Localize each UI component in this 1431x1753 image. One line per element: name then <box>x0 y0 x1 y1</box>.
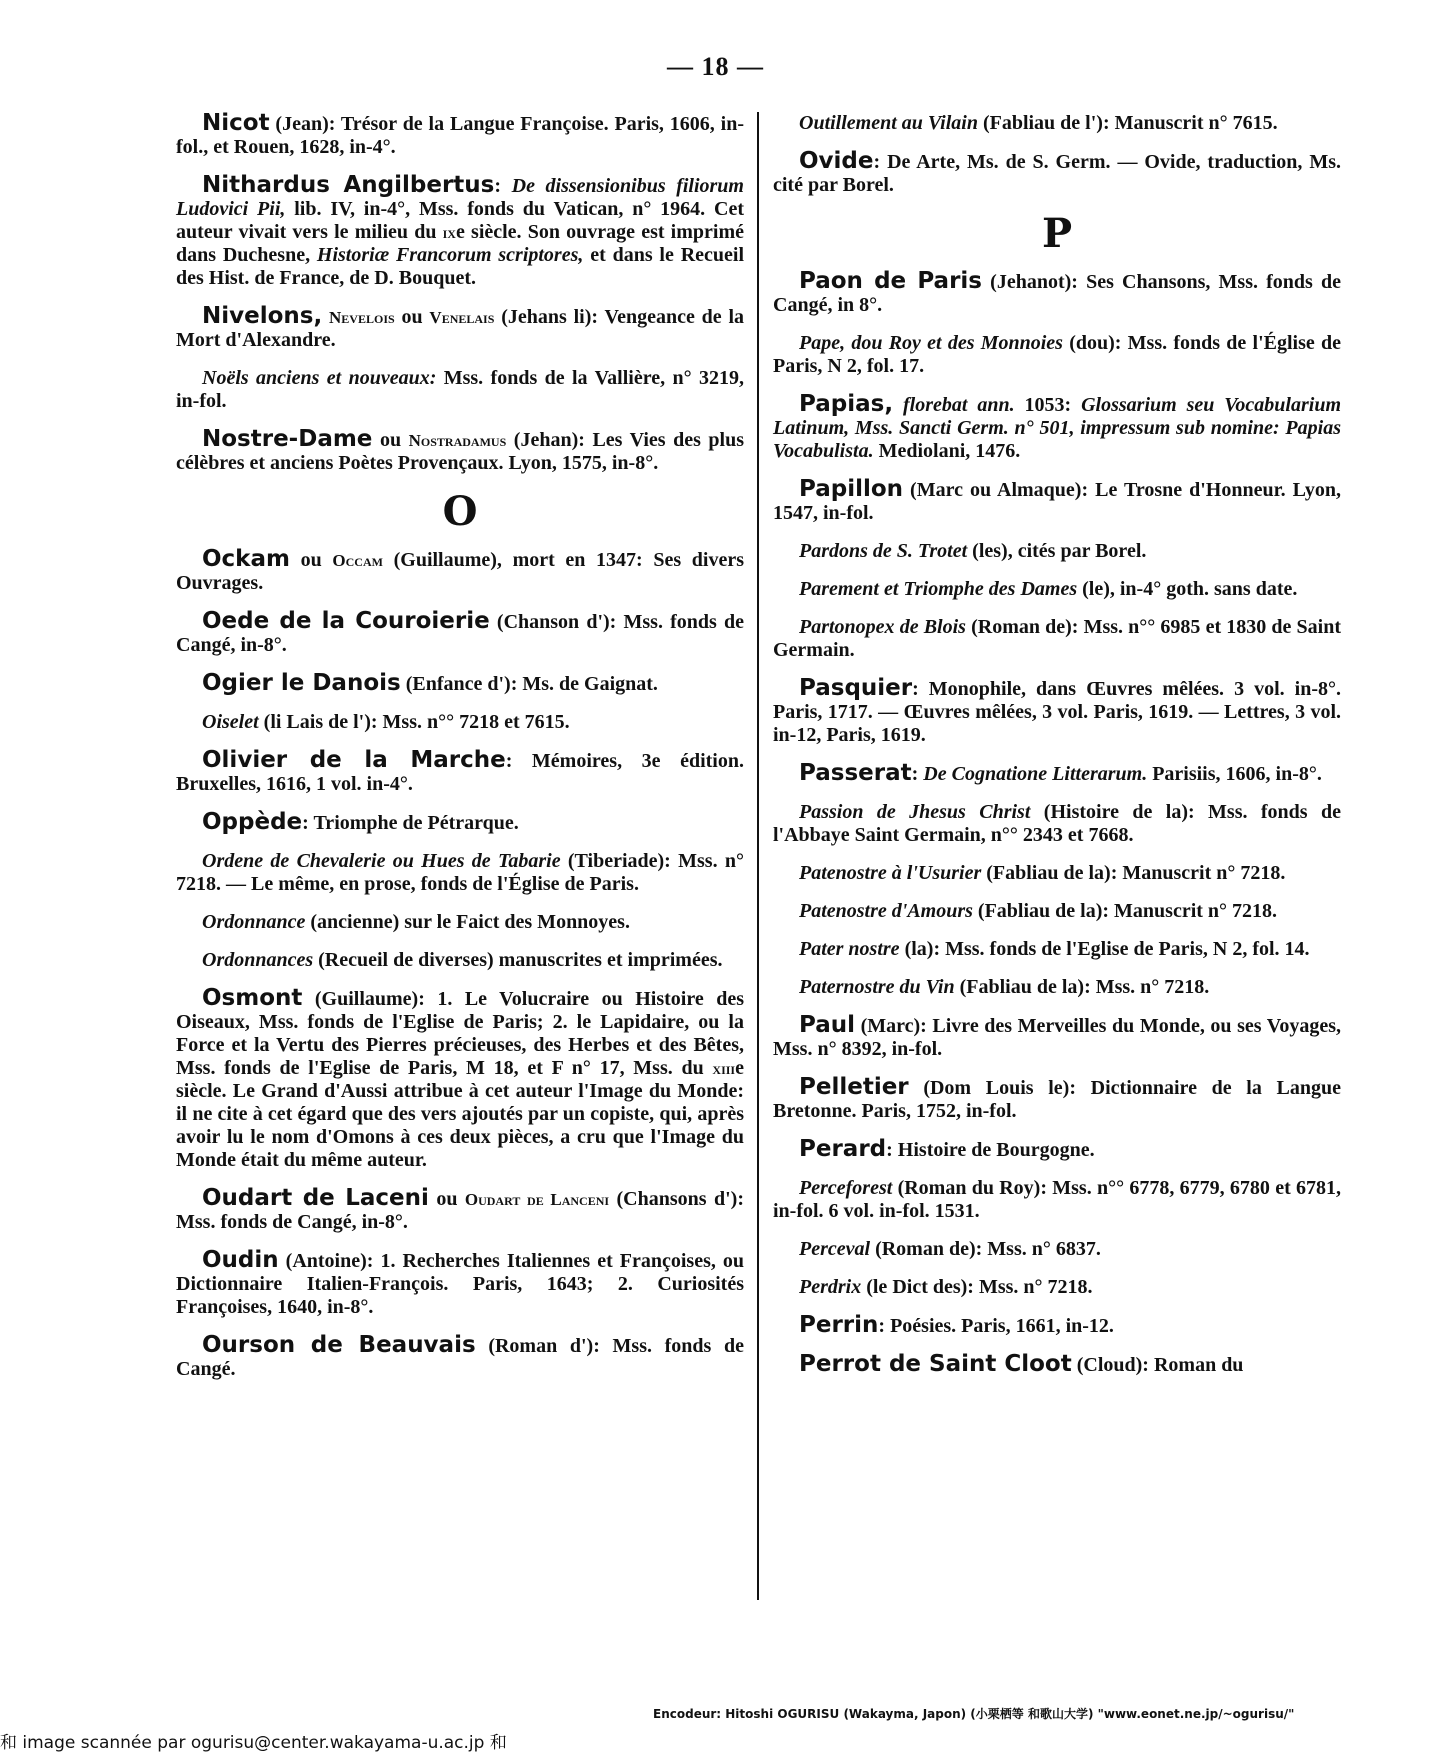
dictionary-entry <box>176 749 744 796</box>
dictionary-entry <box>176 911 744 934</box>
entry-headword: Ockam <box>202 546 290 572</box>
entry-title: Partonopex de Blois <box>799 616 966 638</box>
entry-text: (Marc ou Almaque): Le Trosne d'Honneur. Lyon, 1547, in-fol. <box>773 479 1341 524</box>
entry-text: (Fabliau de la): Manuscrit n° 7218. <box>972 900 1278 922</box>
entry-text: (Recueil de diverses) manuscrites et imprimées. <box>313 949 723 971</box>
entry-headword: Nivelons, <box>202 303 323 329</box>
entry-text: (les), cités par Borel. <box>967 540 1147 562</box>
entry-headword: Ourson de Beauvais <box>202 1332 476 1358</box>
entry-headword: Ovide <box>799 148 874 174</box>
entry-text: (Jehanot): Ses Chansons, Mss. fonds de Cangé, in 8°. <box>773 271 1341 316</box>
column-divider <box>757 112 759 1600</box>
scan-credit: 和 image scannée par ogurisu@center.wakayama-u.ac.jp 和 <box>0 1733 507 1753</box>
entry-headword: Oppède <box>202 809 303 835</box>
entry-text: (Marc): Livre des Merveilles du Monde, ou ses Voyages, Mss. n° 8392, in-fol. <box>773 1015 1341 1060</box>
entry-text: e siècle. Son ouvrage est imprimé dans Duchesne, <box>176 221 744 266</box>
entry-text: (Antoine): 1. Recherches Italiennes et Françoises, ou Dictionnaire Italien-François. Paris, 1643; 2. Curiosités Françoises, 1640, in-8°. <box>176 1250 744 1318</box>
entry-text: : De Arte, Ms. de S. Germ. — Ovide, traduction, Ms. cité par Borel. <box>773 151 1341 196</box>
entry-text: (Guillaume): 1. Le Volucraire ou Histoire des Oiseaux, Mss. fonds de l'Eglise de Paris; 2. le Lapidaire, ou la Force et la Vertu des Pierres précieuses, des Herbes et des Bêtes, Mss. fonds de l'Eglise de Paris, M 18, et F n° 17, Mss. du <box>176 988 744 1079</box>
dictionary-entry <box>773 616 1341 662</box>
left-column <box>176 112 744 1396</box>
entry-headword: Osmont <box>202 985 303 1011</box>
dictionary-entry <box>773 1076 1341 1123</box>
entry-text: et dans le Recueil des Hist. de France, de D. Bouquet. <box>176 244 744 289</box>
dictionary-entry <box>773 1014 1341 1061</box>
entry-headword: Perrin <box>799 1312 879 1338</box>
entry-smallcaps: xiii <box>712 1059 736 1078</box>
entry-text: (Enfance d'): Ms. de Gaignat. <box>400 673 658 695</box>
entry-headword: Passerat <box>799 760 912 786</box>
entry-smallcaps: ix <box>442 223 456 242</box>
dictionary-entry <box>176 1187 744 1234</box>
entry-headword: Pelletier <box>799 1074 909 1100</box>
entry-title: florebat ann. <box>902 394 1015 416</box>
entry-title: Pardons de S. Trotet <box>799 540 968 562</box>
dictionary-entry <box>176 1334 744 1381</box>
entry-text: : Histoire de Bourgogne. <box>886 1139 1095 1161</box>
entry-headword: Nicot <box>202 110 270 136</box>
section-letter: O <box>442 488 478 535</box>
dictionary-entry <box>176 548 744 595</box>
entry-text: Mss. fonds de la Vallière, n° 3219, in-fol. <box>176 367 745 412</box>
entry-smallcaps: Venelais <box>429 308 495 327</box>
entry-headword: Oede de la Couroierie <box>202 608 490 634</box>
entry-title: Historiæ Francorum scriptores, <box>316 244 584 266</box>
entry-title: Perdrix <box>799 1276 862 1298</box>
entry-text: (la): Mss. fonds de l'Eglise de Paris, N 2, fol. 14. <box>899 938 1310 960</box>
dictionary-entry <box>176 711 744 734</box>
dictionary-entry <box>773 150 1341 197</box>
entry-text: : <box>494 175 512 197</box>
entry-text: ou <box>428 1188 465 1210</box>
dictionary-entry <box>773 938 1341 961</box>
entry-text: (Tiberiade): Mss. n° 7218. — Le même, en prose, fonds de l'Église de Paris. <box>176 850 744 895</box>
entry-title: Glossarium seu Vocabularium Latinum, Mss. Sancti Germ. n° 501, impressum sub nomine: Papias Vocabulista. <box>773 394 1341 462</box>
dictionary-entry <box>176 850 744 896</box>
entry-title: Perceforest <box>799 1177 893 1199</box>
entry-text: ou <box>372 429 409 451</box>
dictionary-entry <box>176 174 744 290</box>
entry-title: Ordonnance <box>202 911 306 933</box>
entry-headword: Papillon <box>799 476 904 502</box>
entry-text: (Histoire de la): Mss. fonds de l'Abbaye Saint Germain, n°° 2343 et 7668. <box>773 801 1341 846</box>
entry-text: (Chansons d'): Mss. fonds de Cangé, in-8°. <box>176 1188 744 1233</box>
entry-title: Outillement au Vilain <box>799 112 978 134</box>
entry-smallcaps: Nevelois <box>329 308 395 327</box>
entry-title: Pater nostre <box>799 938 900 960</box>
entry-text <box>893 394 903 416</box>
entry-text: (Cloud): Roman du <box>1071 1354 1244 1376</box>
dictionary-entry <box>773 801 1341 847</box>
page-number: — 18 — <box>667 52 764 81</box>
entry-smallcaps: Oudart de Lanceni <box>464 1190 610 1209</box>
dictionary-entry <box>773 393 1341 463</box>
dictionary-entry <box>176 949 744 972</box>
entry-text: 1053: <box>1014 394 1082 416</box>
dictionary-entry <box>773 900 1341 923</box>
entry-text: (Jehans li): Vengeance de la Mort d'Alexandre. <box>176 306 744 351</box>
entry-text: : Mémoires, 3e édition. Bruxelles, 1616, 1 vol. in-4°. <box>176 750 744 795</box>
entry-smallcaps: Occam <box>332 551 383 570</box>
entry-text: (le), in-4° goth. sans date. <box>1077 578 1298 600</box>
entry-headword: Nithardus Angilbertus <box>202 172 495 198</box>
entry-text: (Fabliau de la): Mss. n° 7218. <box>954 976 1210 998</box>
dictionary-entry <box>773 1238 1341 1261</box>
dictionary-entry <box>176 367 744 413</box>
entry-text: Mediolani, 1476. <box>873 440 1021 462</box>
dictionary-entry <box>773 976 1341 999</box>
dictionary-entry <box>176 811 744 835</box>
dictionary-entry <box>773 762 1341 786</box>
entry-headword: Nostre-Dame <box>202 426 373 452</box>
entry-text: (Dom Louis le): Dictionnaire de la Langue Bretonne. Paris, 1752, in-fol. <box>773 1077 1341 1122</box>
entry-text: (ancienne) sur le Faict des Monnoyes. <box>305 911 630 933</box>
dictionary-entry <box>773 677 1341 747</box>
entry-text: (Fabliau de l'): Manuscrit n° 7615. <box>977 112 1278 134</box>
entry-text: (Roman du Roy): Mss. n°° 6778, 6779, 6780 et 6781, in-fol. 6 vol. in-fol. 1531. <box>773 1177 1341 1222</box>
entry-text: lib. IV, in-4°, Mss. fonds du Vatican, n° 1964. Cet auteur vivait vers le milieu du <box>176 198 744 243</box>
entry-title: Ordene de Chevalerie ou Hues de Tabarie <box>202 850 561 872</box>
entry-text: (li Lais de l'): Mss. n°° 7218 et 7615. <box>258 711 570 733</box>
dictionary-entry <box>773 270 1341 317</box>
entry-text: e siècle. Le Grand d'Aussi attribue à cet auteur l'Image du Monde: il ne cite à cet égard que des vers ajoutés par un copiste, qui, après avoir lu le nom d'Omons à ces deux pièces, a cru que l'Image du Monde était du même auteur. <box>176 1057 744 1171</box>
dictionary-entry <box>176 1249 744 1319</box>
entry-text: Parisiis, 1606, in-8°. <box>1147 763 1322 785</box>
entry-title: De dissensionibus filiorum Ludovici Pii, <box>176 175 744 220</box>
encoder-credit: Encodeur: Hitoshi OGURISU (Wakayma, Japon) (小栗栖等 和歌山大学) "www.eonet.ne.jp/~ogurisu/" <box>653 1707 1295 1721</box>
entry-headword: Perard <box>799 1136 887 1162</box>
dictionary-entry <box>773 862 1341 885</box>
entry-text: (Roman d'): Mss. fonds de Cangé. <box>176 1335 744 1380</box>
right-column <box>773 112 1341 1392</box>
entry-headword: Paul <box>799 1012 856 1038</box>
dictionary-entry <box>176 672 744 696</box>
entry-text: : <box>911 763 924 785</box>
entry-text: ou <box>289 549 333 571</box>
entry-text: (Roman de): Mss. n°° 6985 et 1830 de Saint Germain. <box>773 616 1341 661</box>
dictionary-entry <box>176 305 744 352</box>
entry-text: (Jean): Trésor de la Langue Françoise. Paris, 1606, in-fol., et Rouen, 1628, in-4°. <box>176 113 744 158</box>
entry-smallcaps: Nostradamus <box>408 431 507 450</box>
dictionary-entry <box>176 428 744 475</box>
entry-text: (Chanson d'): Mss. fonds de Cangé, in-8°. <box>176 611 744 656</box>
entry-title: De Cognatione Litterarum. <box>923 763 1148 785</box>
dictionary-entry <box>176 112 744 159</box>
entry-title: Passion de Jhesus Christ <box>799 801 1031 823</box>
entry-title: Perceval <box>799 1238 871 1260</box>
entry-headword: Ogier le Danois <box>202 670 401 696</box>
section-letter: P <box>1041 210 1073 257</box>
dictionary-entry <box>773 478 1341 525</box>
dictionary-entry <box>773 332 1341 378</box>
dictionary-entry <box>773 540 1341 563</box>
entry-text: (Roman de): Mss. n° 6837. <box>870 1238 1101 1260</box>
entry-title: Patenostre d'Amours <box>799 900 973 922</box>
entry-headword: Pasquier <box>799 675 913 701</box>
entry-title: Paternostre du Vin <box>799 976 955 998</box>
entry-headword: Papias, <box>799 391 894 417</box>
entry-title: Oiselet <box>202 711 259 733</box>
entry-headword: Olivier de la Marche <box>202 747 506 773</box>
dictionary-entry <box>176 610 744 657</box>
dictionary-entry <box>773 1177 1341 1223</box>
entry-text: : Monophile, dans Œuvres mêlées. 3 vol. in-8°. Paris, 1717. — Œuvres mêlées, 3 vol. Paris, 1619. — Lettres, 3 vol. in-12, Paris, 1619. <box>773 678 1341 746</box>
entry-text: (Jehan): Les Vies des plus célèbres et anciens Poètes Provençaux. Lyon, 1575, in-8°. <box>176 429 745 474</box>
entry-headword: Perrot de Saint Cloot <box>799 1351 1072 1377</box>
entry-title: Parement et Triomphe des Dames <box>799 578 1078 600</box>
entry-headword: Oudin <box>202 1247 279 1273</box>
entry-text: : Triomphe de Pétrarque. <box>302 812 519 834</box>
entry-title: Patenostre à l'Usurier <box>799 862 982 884</box>
entry-text: : Poésies. Paris, 1661, in-12. <box>878 1315 1114 1337</box>
entry-headword: Paon de Paris <box>799 268 982 294</box>
entry-title: Pape, dou Roy et des Monnoies <box>799 332 1063 354</box>
dictionary-entry <box>773 1276 1341 1299</box>
entry-text: (Fabliau de la): Manuscrit n° 7218. <box>981 862 1286 884</box>
dictionary-entry <box>773 1314 1341 1338</box>
dictionary-entry <box>773 1353 1341 1377</box>
dictionary-entry <box>773 578 1341 601</box>
entry-text: (dou): Mss. fonds de l'Église de Paris, N 2, fol. 17. <box>773 332 1341 377</box>
entry-text <box>322 306 329 328</box>
entry-text: (le Dict des): Mss. n° 7218. <box>861 1276 1093 1298</box>
dictionary-entry <box>773 1138 1341 1162</box>
entry-headword: Oudart de Laceni <box>202 1185 429 1211</box>
dictionary-entry <box>773 112 1341 135</box>
entry-title: Ordonnances <box>202 949 314 971</box>
dictionary-entry <box>176 987 744 1172</box>
entry-title: Noëls anciens et nouveaux: <box>202 367 437 389</box>
entry-text: ou <box>394 306 430 328</box>
entry-text: (Guillaume), mort en 1347: Ses divers Ouvrages. <box>176 549 745 594</box>
